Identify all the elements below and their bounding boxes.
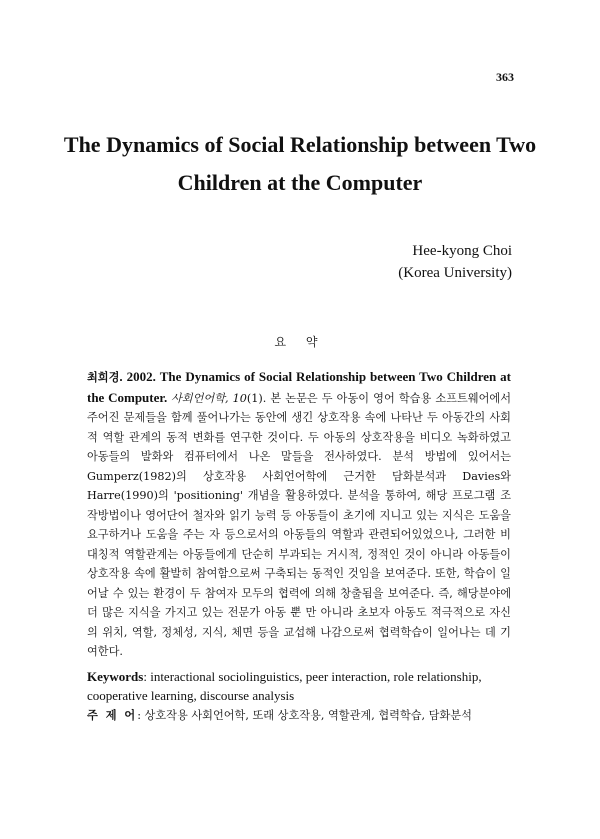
keywords-label: Keywords xyxy=(87,669,144,684)
citation-author: 최희경 xyxy=(87,370,120,384)
author-name: Hee-kyong Choi xyxy=(412,243,512,259)
author-affiliation: (Korea University) xyxy=(398,265,512,281)
keywords-text: : interactional sociolinguistics, peer interaction, role relationship, cooperative learning, discourse analysis xyxy=(87,669,482,703)
title-line-1: The Dynamics of Social Relationship between Two xyxy=(63,132,537,157)
abstract-body xyxy=(87,367,511,662)
page-number: 363 xyxy=(496,70,514,84)
abstract-text: 본 논문은 두 아동이 영어 학습용 소프트웨어에서 주어진 문제들을 함께 풀어나가는 동안에 생긴 상호작용 속에 나타난 두 아동간의 사회적 역할 관계의 동적 변화를 연구한 것이다. 두 아동의 상호작용을 비디오 녹화하였고 아동들의 발화와 컴퓨터에서 나온 말들을 전사하였다. 분석 방법에 있어서는 Gumperz(1982)의 상호작용 사회언어학에 근거한 담화분석과 Davies와 Harre(1990)의 'positioning' 개념을 활용하였다. 분석을 통하여, 해당 프로그램 조작방법이나 영어단어 철자와 읽기 능력 등 아동들이 초기에 지니고 있는 지식은 도움을 요구하거나 도움을 주는 자 등으로서의 아동들의 역할과 관련되어있었으나, 그러한 비대칭적 역할관계는 아동들에게 단순히 부과되는 거시적, 정적인 것이 아니라 아동들이 상호작용 속에 활발히 참여함으로써 구축되는 동적인 것임을 보여준다. 또한, 학습이 일어날 수 있는 환경이 두 참여자 모두의 협력에 의해 창출됨을 보여준다. 즉, 해당분야에 더 많은 지식을 가지고 있는 전문가 아동 뿐 만 아니라 초보자 아동도 적극적으로 자신의 위치, 역할, 정체성, 지식, 체면 등을 교섭해 나감으로써 협력학습이 일어나는 데 기여한다. xyxy=(87,391,512,658)
citation-separator: . xyxy=(163,389,171,405)
keywords-ko-label: 주 제 어 xyxy=(87,708,138,722)
keywords-korean xyxy=(87,706,517,725)
citation-year: . 2002. xyxy=(119,369,160,384)
title-line-2: Children at the Computer xyxy=(177,170,423,195)
journal-name: 사회언어학, 10 xyxy=(171,391,247,405)
keywords-ko-text: : 상호작용 사회언어학, 또래 상호작용, 역할관계, 협력학습, 담화분석 xyxy=(137,709,472,722)
citation-title: The Dynamics of Social Relationship between Two Children at the Computer xyxy=(87,369,512,405)
keywords-english xyxy=(87,667,517,705)
journal-issue: (1). xyxy=(246,391,271,405)
abstract-heading: 요 약 xyxy=(274,335,326,349)
